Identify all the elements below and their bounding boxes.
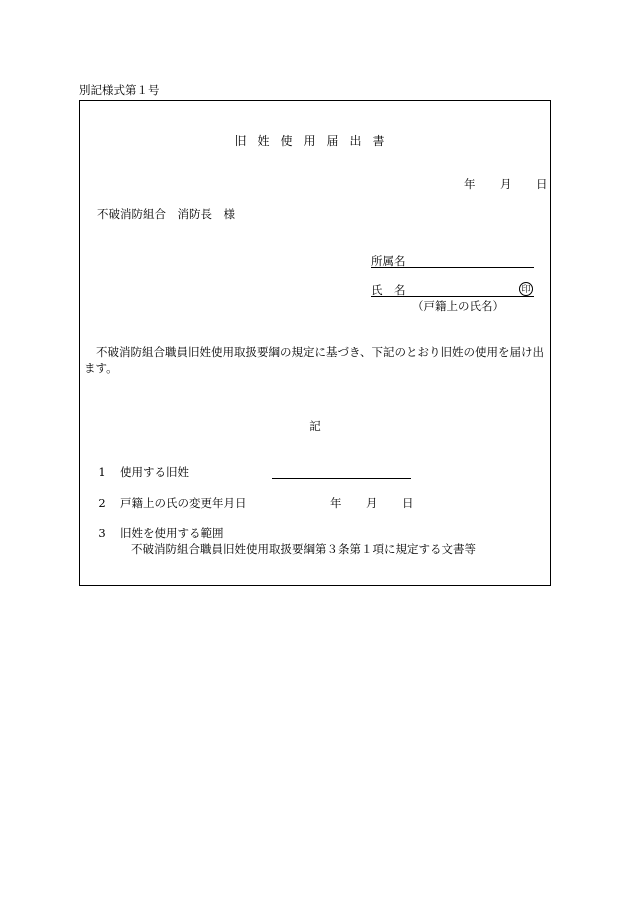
item-detail: 不破消防組合職員旧姓使用取扱要綱第３条第１項に規定する文書等: [131, 542, 476, 556]
recipient: 不破消防組合 消防長 様: [97, 207, 235, 221]
document-title: 旧姓使用届出書: [234, 134, 396, 148]
form-number-label: 別記様式第１号: [79, 83, 160, 97]
change-date-year: 年: [330, 496, 342, 510]
name-note: （戸籍上の氏名）: [412, 299, 504, 313]
item-label: 使用する旧姓: [120, 465, 189, 479]
form-frame: [79, 100, 551, 586]
date-day: 日: [536, 177, 548, 191]
item-number: 3: [98, 526, 106, 540]
affiliation-field[interactable]: [371, 267, 534, 268]
date-year: 年: [464, 177, 476, 191]
change-date-month: 月: [366, 496, 378, 510]
date-month: 月: [500, 177, 512, 191]
name-field[interactable]: [371, 296, 534, 297]
former-surname-field[interactable]: [272, 478, 411, 479]
item-number: 1: [98, 465, 106, 479]
affiliation-label: 所属名: [371, 254, 406, 268]
change-date-day: 日: [402, 496, 414, 510]
ki-heading: 記: [309, 419, 321, 433]
seal-mark: 印: [519, 282, 533, 296]
item-label: 戸籍上の氏の変更年月日: [120, 496, 247, 510]
item-number: 2: [98, 496, 106, 510]
name-label: 氏 名: [371, 283, 406, 297]
body-paragraph: 不破消防組合職員旧姓使用取扱要綱の規定に基づき、下記のとおり旧姓の使用を届け出ます。: [84, 345, 545, 375]
item-label: 旧姓を使用する範囲: [120, 526, 224, 540]
